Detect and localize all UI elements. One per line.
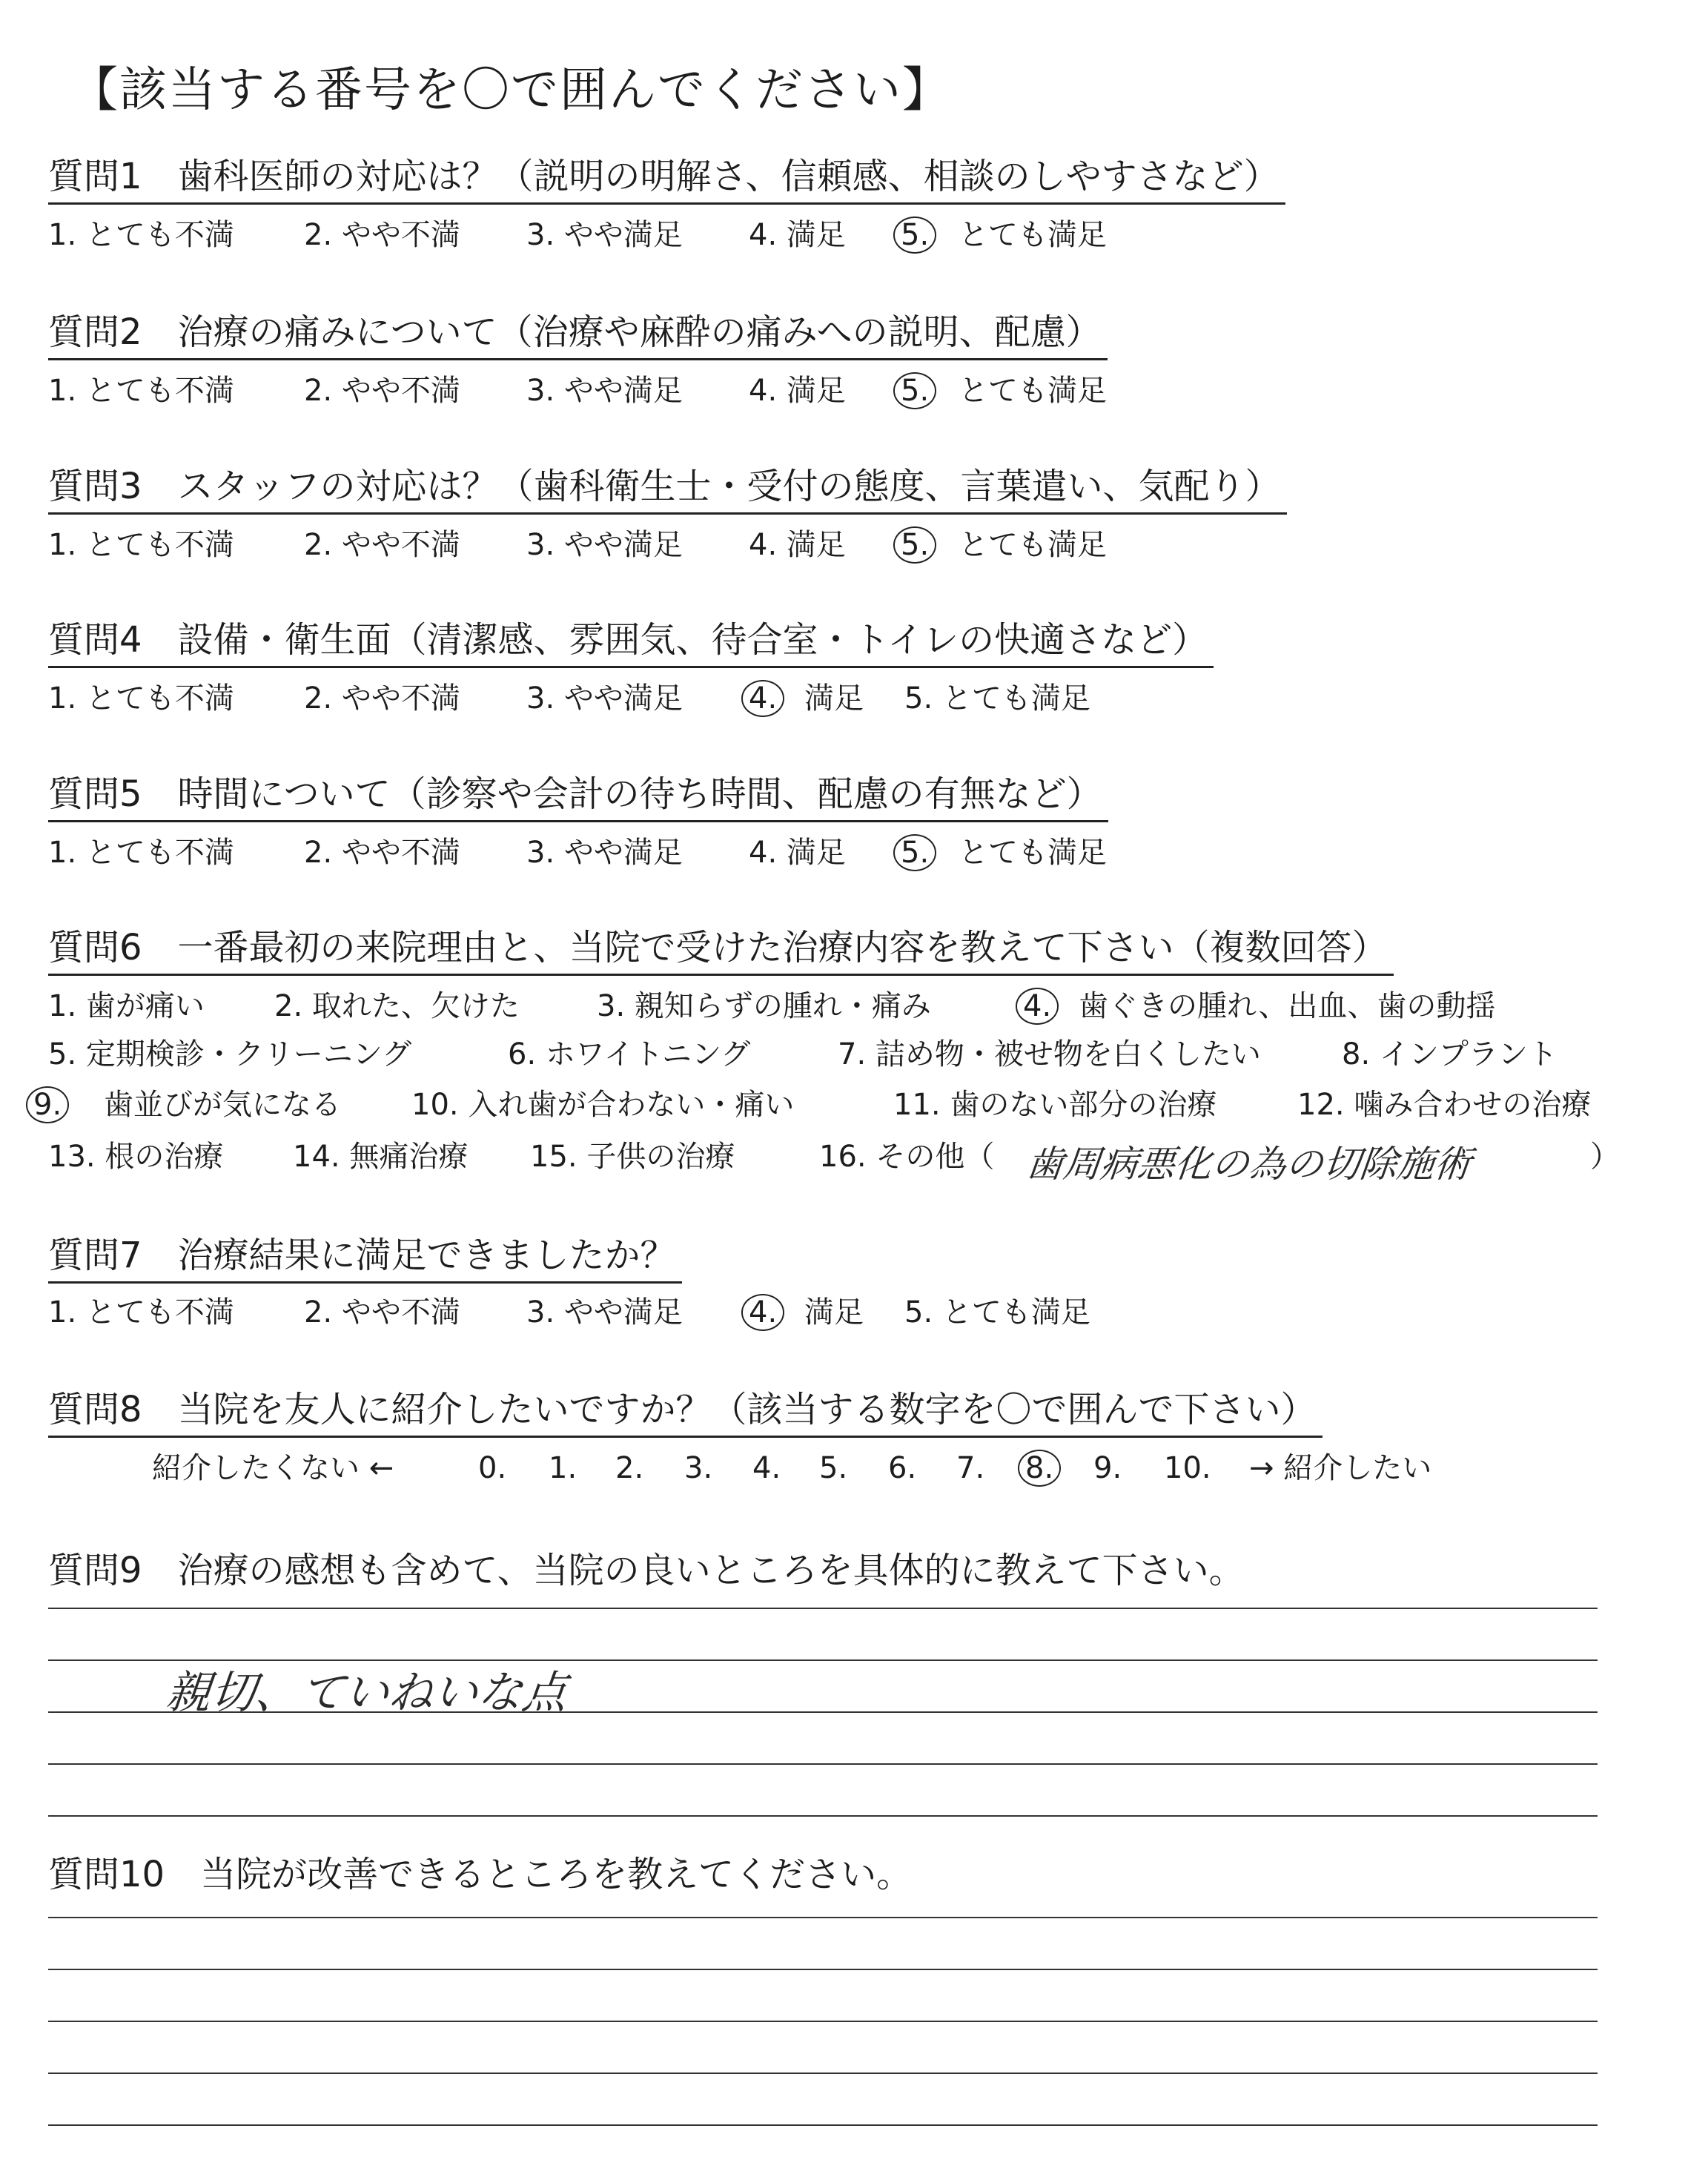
question-6 — [48, 923, 1394, 976]
q6-option-14[interactable]: 14. 無痛治療 — [293, 1140, 469, 1174]
q5-option-5-label: とても満足 — [959, 836, 1107, 870]
question-8 — [48, 1385, 1323, 1438]
q4-option-3[interactable]: 3. やや満足 — [526, 681, 683, 716]
q8-scale-9[interactable]: 9. — [1093, 1451, 1122, 1485]
q3-option-5-label: とても満足 — [959, 528, 1107, 562]
answer-line — [48, 2021, 1598, 2022]
q6-option-13[interactable]: 13. 根の治療 — [48, 1140, 224, 1174]
page-title: 【該当する番号を〇で囲んでください】 — [70, 63, 951, 118]
q3-option-1[interactable]: 1. とても不満 — [48, 528, 234, 562]
q8-scale-10[interactable]: 10. — [1164, 1451, 1211, 1485]
answer-line — [48, 1608, 1598, 1609]
q6-option-4-circled[interactable] — [1023, 988, 1057, 1025]
q8-right-label: → 紹介したい — [1249, 1451, 1432, 1485]
q1-option-5-label: とても満足 — [959, 218, 1107, 252]
q5-option-1[interactable]: 1. とても不満 — [48, 836, 234, 870]
q7-option-2[interactable]: 2. やや不満 — [304, 1295, 460, 1330]
q1-option-1[interactable]: 1. とても不満 — [48, 218, 234, 252]
q4-option-4-label: 満足 — [804, 681, 864, 716]
q1-option-3[interactable]: 3. やや満足 — [526, 218, 683, 252]
q8-left-label: 紹介したくない ← — [152, 1451, 394, 1485]
answer-line — [48, 2073, 1598, 2074]
question-5-title: 質問5 時間について（診察や会計の待ち時間、配慮の有無など） — [48, 770, 1108, 822]
q6-other-handwritten: 歯周病悪化の為の切除施術 — [1024, 1143, 1474, 1186]
question-10 — [48, 1850, 918, 1900]
q8-scale-1[interactable]: 1. — [549, 1451, 577, 1485]
selected-circle: 5. — [893, 217, 936, 254]
q7-option-1[interactable]: 1. とても不満 — [48, 1295, 234, 1330]
q6-option-10[interactable]: 10. 入れ歯が合わない・痛い — [411, 1088, 795, 1122]
q6-option-4-label: 歯ぐきの腫れ、出血、歯の動揺 — [1079, 989, 1496, 1023]
selected-circle: 8. — [1018, 1450, 1061, 1487]
q6-option-15[interactable]: 15. 子供の治療 — [530, 1140, 735, 1174]
selected-circle: 4. — [741, 680, 784, 717]
q6-option-8[interactable]: 8. インプラント — [1342, 1037, 1558, 1071]
q6-option-16-close-paren: ） — [1590, 1140, 1620, 1174]
selected-circle: 4. — [1016, 988, 1059, 1025]
q6-option-6[interactable]: 6. ホワイトニング — [508, 1037, 751, 1071]
question-10-title: 質問10 当院が改善できるところを教えてください。 — [48, 1854, 913, 1895]
question-7-title: 質問7 治療結果に満足できましたか？ — [48, 1231, 682, 1284]
q4-option-2[interactable]: 2. やや不満 — [304, 681, 460, 716]
q6-option-11[interactable]: 11. 歯のない部分の治療 — [893, 1088, 1217, 1122]
question-2 — [48, 308, 1108, 360]
q3-option-3[interactable]: 3. やや満足 — [526, 528, 683, 562]
question-1-title: 質問1 歯科医師の対応は？（説明の明解さ、信頼感、相談のしやすさなど） — [48, 152, 1285, 205]
q2-option-2[interactable]: 2. やや不満 — [304, 374, 460, 408]
q5-option-2[interactable]: 2. やや不満 — [304, 836, 460, 870]
q8-scale-2[interactable]: 2. — [615, 1451, 644, 1485]
answer-line — [48, 2124, 1598, 2126]
q9-answer-handwritten: 親切、ていねいな点 — [163, 1667, 570, 1719]
question-9 — [48, 1546, 1251, 1596]
q5-option-5-circled[interactable] — [901, 834, 935, 871]
q6-option-1[interactable]: 1. 歯が痛い — [48, 989, 205, 1023]
question-2-title: 質問2 治療の痛みについて（治療や麻酔の痛みへの説明、配慮） — [48, 308, 1108, 360]
question-4-title: 質問4 設備・衛生面（清潔感、雰囲気、待合室・トイレの快適さなど） — [48, 615, 1214, 668]
q6-option-16[interactable]: 16. その他（ — [819, 1140, 995, 1174]
q1-option-5-circled[interactable] — [901, 217, 935, 254]
q4-option-5[interactable]: 5. とても満足 — [904, 681, 1090, 716]
q5-option-4[interactable]: 4. 満足 — [749, 836, 846, 870]
q8-scale-4[interactable]: 4. — [752, 1451, 781, 1485]
question-8-title: 質問8 当院を友人に紹介したいですか？（該当する数字を〇で囲んで下さい） — [48, 1385, 1323, 1438]
answer-line — [48, 1917, 1598, 1918]
selected-circle: 5. — [893, 834, 936, 871]
q8-scale-0[interactable]: 0. — [478, 1451, 507, 1485]
q8-scale-5[interactable]: 5. — [819, 1451, 848, 1485]
q7-option-4-circled[interactable] — [749, 1294, 783, 1331]
q3-option-4[interactable]: 4. 満足 — [749, 528, 846, 562]
answer-line — [48, 1763, 1598, 1765]
q6-option-3[interactable]: 3. 親知らずの腫れ・痛み — [597, 989, 931, 1023]
selected-circle: 5. — [893, 372, 936, 409]
selected-circle: 4. — [741, 1294, 784, 1331]
q3-option-5-circled[interactable] — [901, 526, 935, 564]
selected-circle: 5. — [893, 526, 936, 564]
q8-scale-8-circled[interactable] — [1025, 1450, 1059, 1487]
q4-option-4-circled[interactable] — [749, 680, 783, 717]
q1-option-4[interactable]: 4. 満足 — [749, 218, 846, 252]
q7-option-3[interactable]: 3. やや満足 — [526, 1295, 683, 1330]
q2-option-4[interactable]: 4. 満足 — [749, 374, 846, 408]
q4-option-1[interactable]: 1. とても不満 — [48, 681, 234, 716]
selected-circle: 9. — [26, 1086, 69, 1123]
question-3-title: 質問3 スタッフの対応は？（歯科衛生士・受付の態度、言葉遣い、気配り） — [48, 462, 1287, 515]
q2-option-5-label: とても満足 — [959, 374, 1107, 408]
q2-option-3[interactable]: 3. やや満足 — [526, 374, 683, 408]
q6-option-2[interactable]: 2. 取れた、欠けた — [274, 989, 520, 1023]
q1-option-2[interactable]: 2. やや不満 — [304, 218, 460, 252]
question-3 — [48, 462, 1287, 515]
answer-line — [48, 1815, 1598, 1817]
question-9-title: 質問9 治療の感想も含めて、当院の良いところを具体的に教えて下さい。 — [48, 1550, 1245, 1591]
q7-option-5[interactable]: 5. とても満足 — [904, 1295, 1090, 1330]
q3-option-2[interactable]: 2. やや不満 — [304, 528, 460, 562]
q6-option-7[interactable]: 7. 詰め物・被せ物を白くしたい — [838, 1037, 1261, 1071]
q6-option-9-circled[interactable] — [33, 1086, 67, 1123]
q6-option-12[interactable]: 12. 噛み合わせの治療 — [1297, 1088, 1592, 1122]
q5-option-3[interactable]: 3. やや満足 — [526, 836, 683, 870]
question-5 — [48, 770, 1108, 822]
q6-option-9-label: 歯並びが気になる — [104, 1088, 341, 1122]
question-6-title: 質問6 一番最初の来院理由と、当院で受けた治療内容を教えて下さい（複数回答） — [48, 923, 1394, 976]
question-1 — [48, 152, 1285, 205]
q8-scale-6[interactable]: 6. — [888, 1451, 917, 1485]
question-4 — [48, 615, 1214, 668]
q7-option-4-label: 満足 — [804, 1295, 864, 1330]
q6-option-5[interactable]: 5. 定期検診・クリーニング — [48, 1037, 412, 1071]
q8-scale-7[interactable]: 7. — [956, 1451, 985, 1485]
q2-option-5-circled[interactable] — [901, 372, 935, 409]
answer-line — [48, 1969, 1598, 1970]
q2-option-1[interactable]: 1. とても不満 — [48, 374, 234, 408]
q8-scale-3[interactable]: 3. — [684, 1451, 713, 1485]
question-7 — [48, 1231, 682, 1284]
